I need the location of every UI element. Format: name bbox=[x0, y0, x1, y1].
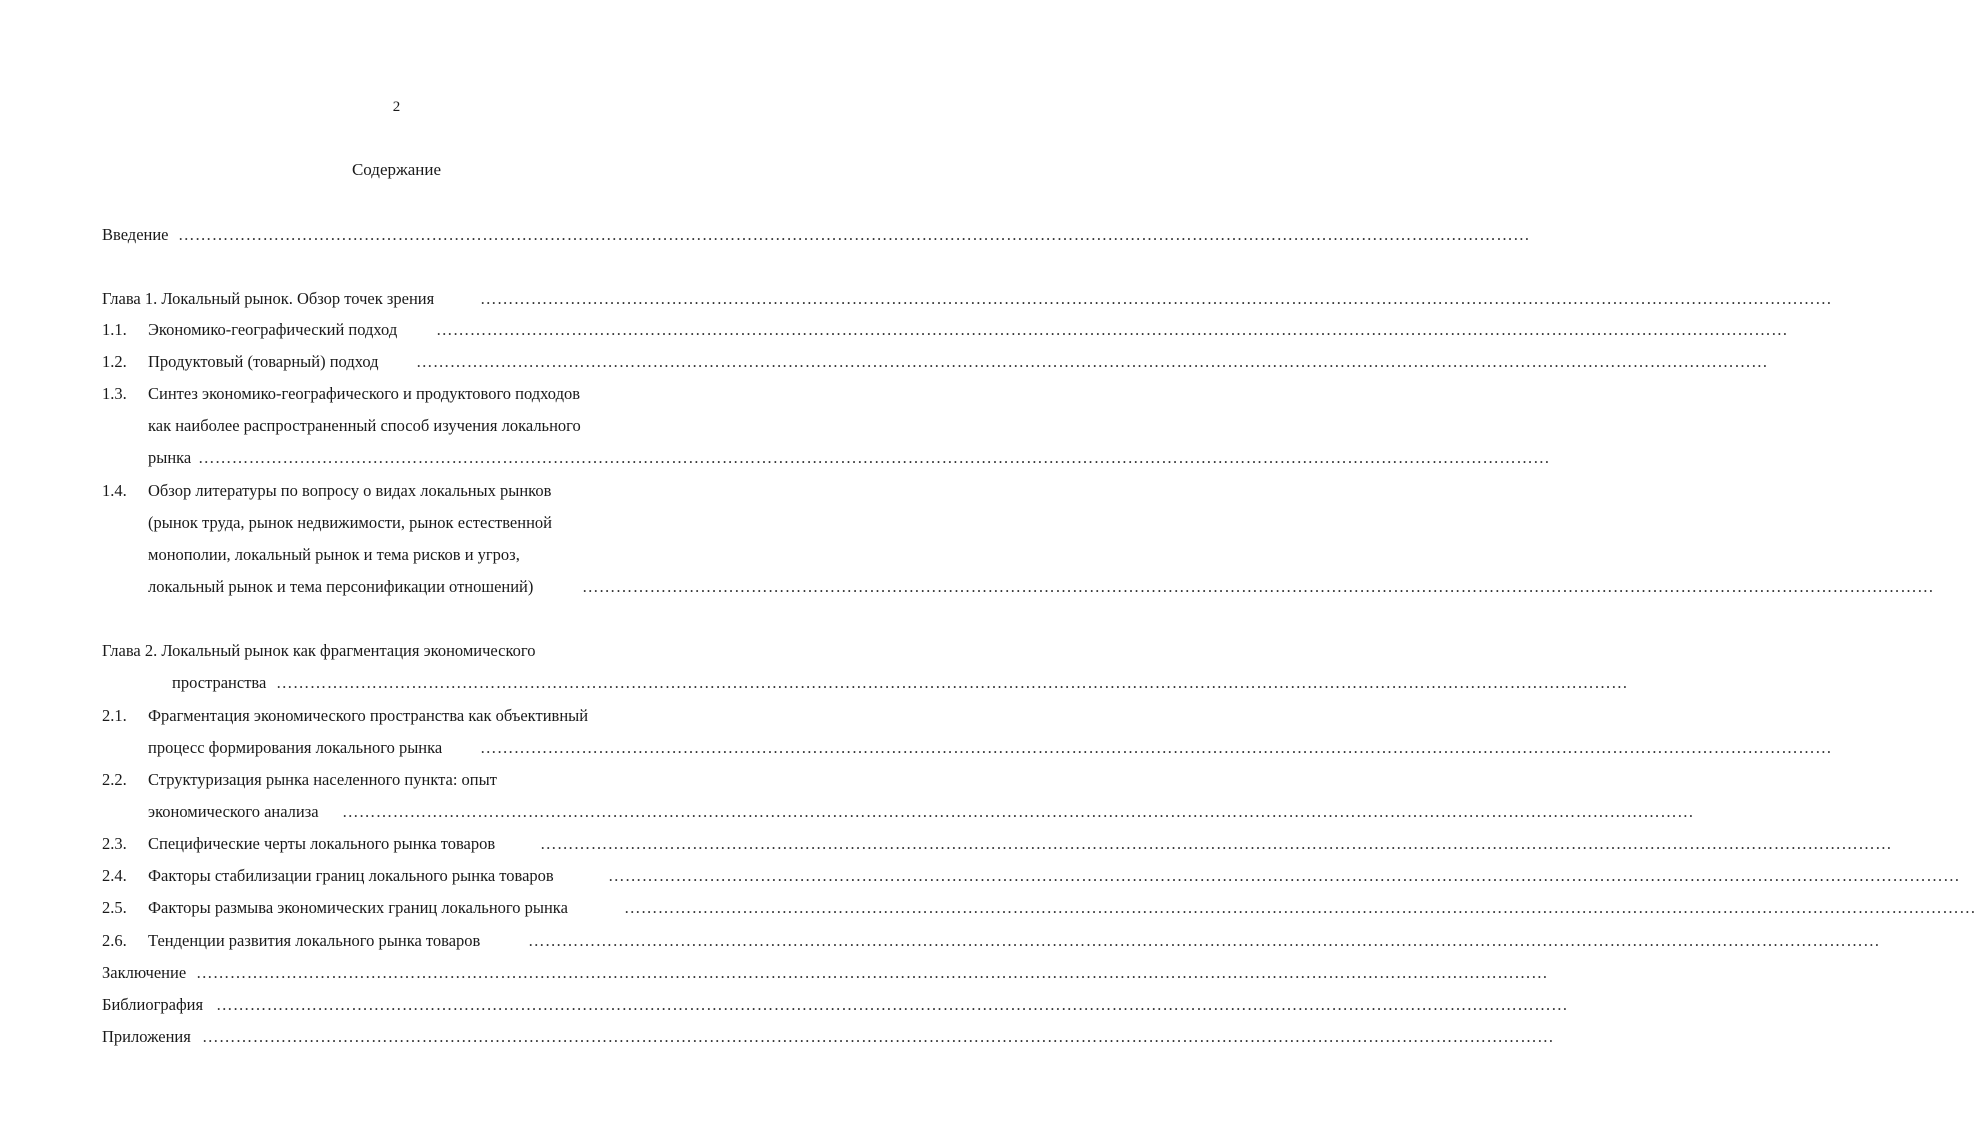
dot-leader: …………………………………………………………………………………………………………………………………………………………………………………………………………………… bbox=[178, 225, 1530, 244]
toc-text: Глава 1. Локальный рынок. Обзор точек зрения bbox=[102, 289, 435, 308]
toc-text: Фрагментация экономического пространства как объективный bbox=[148, 706, 589, 725]
toc-text: Экономико-географический подход bbox=[148, 320, 398, 339]
toc-text: Продуктовый (товарный) подход bbox=[148, 352, 379, 371]
dot-leader: …………………………………………………………………………………………………………………………………………………………………………………………………………………… bbox=[276, 673, 1628, 692]
toc-text: Тенденции развития локального рынка товаров bbox=[148, 931, 481, 950]
toc-text: Приложения bbox=[102, 1027, 191, 1046]
toc-text: Структуризация рынка населенного пункта: опыт bbox=[148, 770, 497, 789]
dot-leader: …………………………………………………………………………………………………………………………………………………………………………………………………………………… bbox=[528, 931, 1880, 950]
toc-text: Синтез экономико-географического и продуктового подходов bbox=[148, 384, 581, 403]
toc-title: Содержание bbox=[351, 160, 442, 179]
toc-text: Факторы размыва экономических границ локального рынка bbox=[148, 898, 568, 917]
toc-text: Обзор литературы по вопросу о видах локальных рынков bbox=[148, 481, 552, 500]
toc-text: экономического анализа bbox=[148, 802, 319, 821]
toc-number: 2.3. bbox=[102, 834, 127, 853]
toc-number: 2.4. bbox=[102, 866, 127, 885]
toc-text: Библиография bbox=[102, 995, 204, 1014]
dot-leader: …………………………………………………………………………………………………………………………………………………………………………………………………………………… bbox=[202, 1027, 1554, 1046]
toc-text: рынка bbox=[148, 448, 192, 467]
toc-text: (рынок труда, рынок недвижимости, рынок естественной bbox=[148, 513, 552, 532]
dot-leader: …………………………………………………………………………………………………………………………………………………………………………………………………………………… bbox=[198, 448, 1550, 467]
toc-number: 1.2. bbox=[102, 352, 127, 371]
dot-leader: …………………………………………………………………………………………………………………………………………………………………………………………………………………… bbox=[342, 802, 1694, 821]
dot-leader: …………………………………………………………………………………………………………………………………………………………………………………………………………………… bbox=[624, 898, 1976, 917]
toc-number: 2.2. bbox=[102, 770, 127, 789]
dot-leader: …………………………………………………………………………………………………………………………………………………………………………………………………………………… bbox=[216, 995, 1568, 1014]
dot-leader: …………………………………………………………………………………………………………………………………………………………………………………………………………………… bbox=[480, 738, 1832, 757]
page-number: 2 bbox=[392, 99, 401, 115]
toc-text: Специфические черты локального рынка товаров bbox=[148, 834, 496, 853]
dot-leader: …………………………………………………………………………………………………………………………………………………………………………………………………………………… bbox=[540, 834, 1892, 853]
toc-number: 1.1. bbox=[102, 320, 127, 339]
dot-leader: …………………………………………………………………………………………………………………………………………………………………………………………………………………… bbox=[582, 577, 1934, 596]
toc-text: монополии, локальный рынок и тема рисков и угроз, bbox=[148, 545, 520, 564]
toc-number: 1.3. bbox=[102, 384, 127, 403]
toc-number: 2.6. bbox=[102, 931, 127, 950]
toc-text: локальный рынок и тема персонификации отношений) bbox=[148, 577, 534, 596]
dot-leader: …………………………………………………………………………………………………………………………………………………………………………………………………………………… bbox=[196, 963, 1548, 982]
dot-leader: …………………………………………………………………………………………………………………………………………………………………………………………………………………… bbox=[480, 289, 1832, 308]
toc-text: Заключение bbox=[102, 963, 187, 982]
toc-number: 2.1. bbox=[102, 706, 127, 725]
toc-number: 1.4. bbox=[102, 481, 127, 500]
dot-leader: …………………………………………………………………………………………………………………………………………………………………………………………………………………… bbox=[436, 320, 1788, 339]
toc-text: как наиболее распространенный способ изучения локального bbox=[148, 416, 581, 435]
toc-number: 2.5. bbox=[102, 898, 127, 917]
dot-leader: …………………………………………………………………………………………………………………………………………………………………………………………………………………… bbox=[416, 352, 1768, 371]
toc-text: Глава 2. Локальный рынок как фрагментация экономического bbox=[102, 641, 536, 660]
toc-text: пространства bbox=[172, 673, 267, 692]
toc-text: Введение bbox=[102, 225, 169, 244]
dot-leader: …………………………………………………………………………………………………………………………………………………………………………………………………………………… bbox=[608, 866, 1960, 885]
toc-text: Факторы стабилизации границ локального рынка товаров bbox=[148, 866, 554, 885]
toc-text: процесс формирования локального рынка bbox=[148, 738, 443, 757]
